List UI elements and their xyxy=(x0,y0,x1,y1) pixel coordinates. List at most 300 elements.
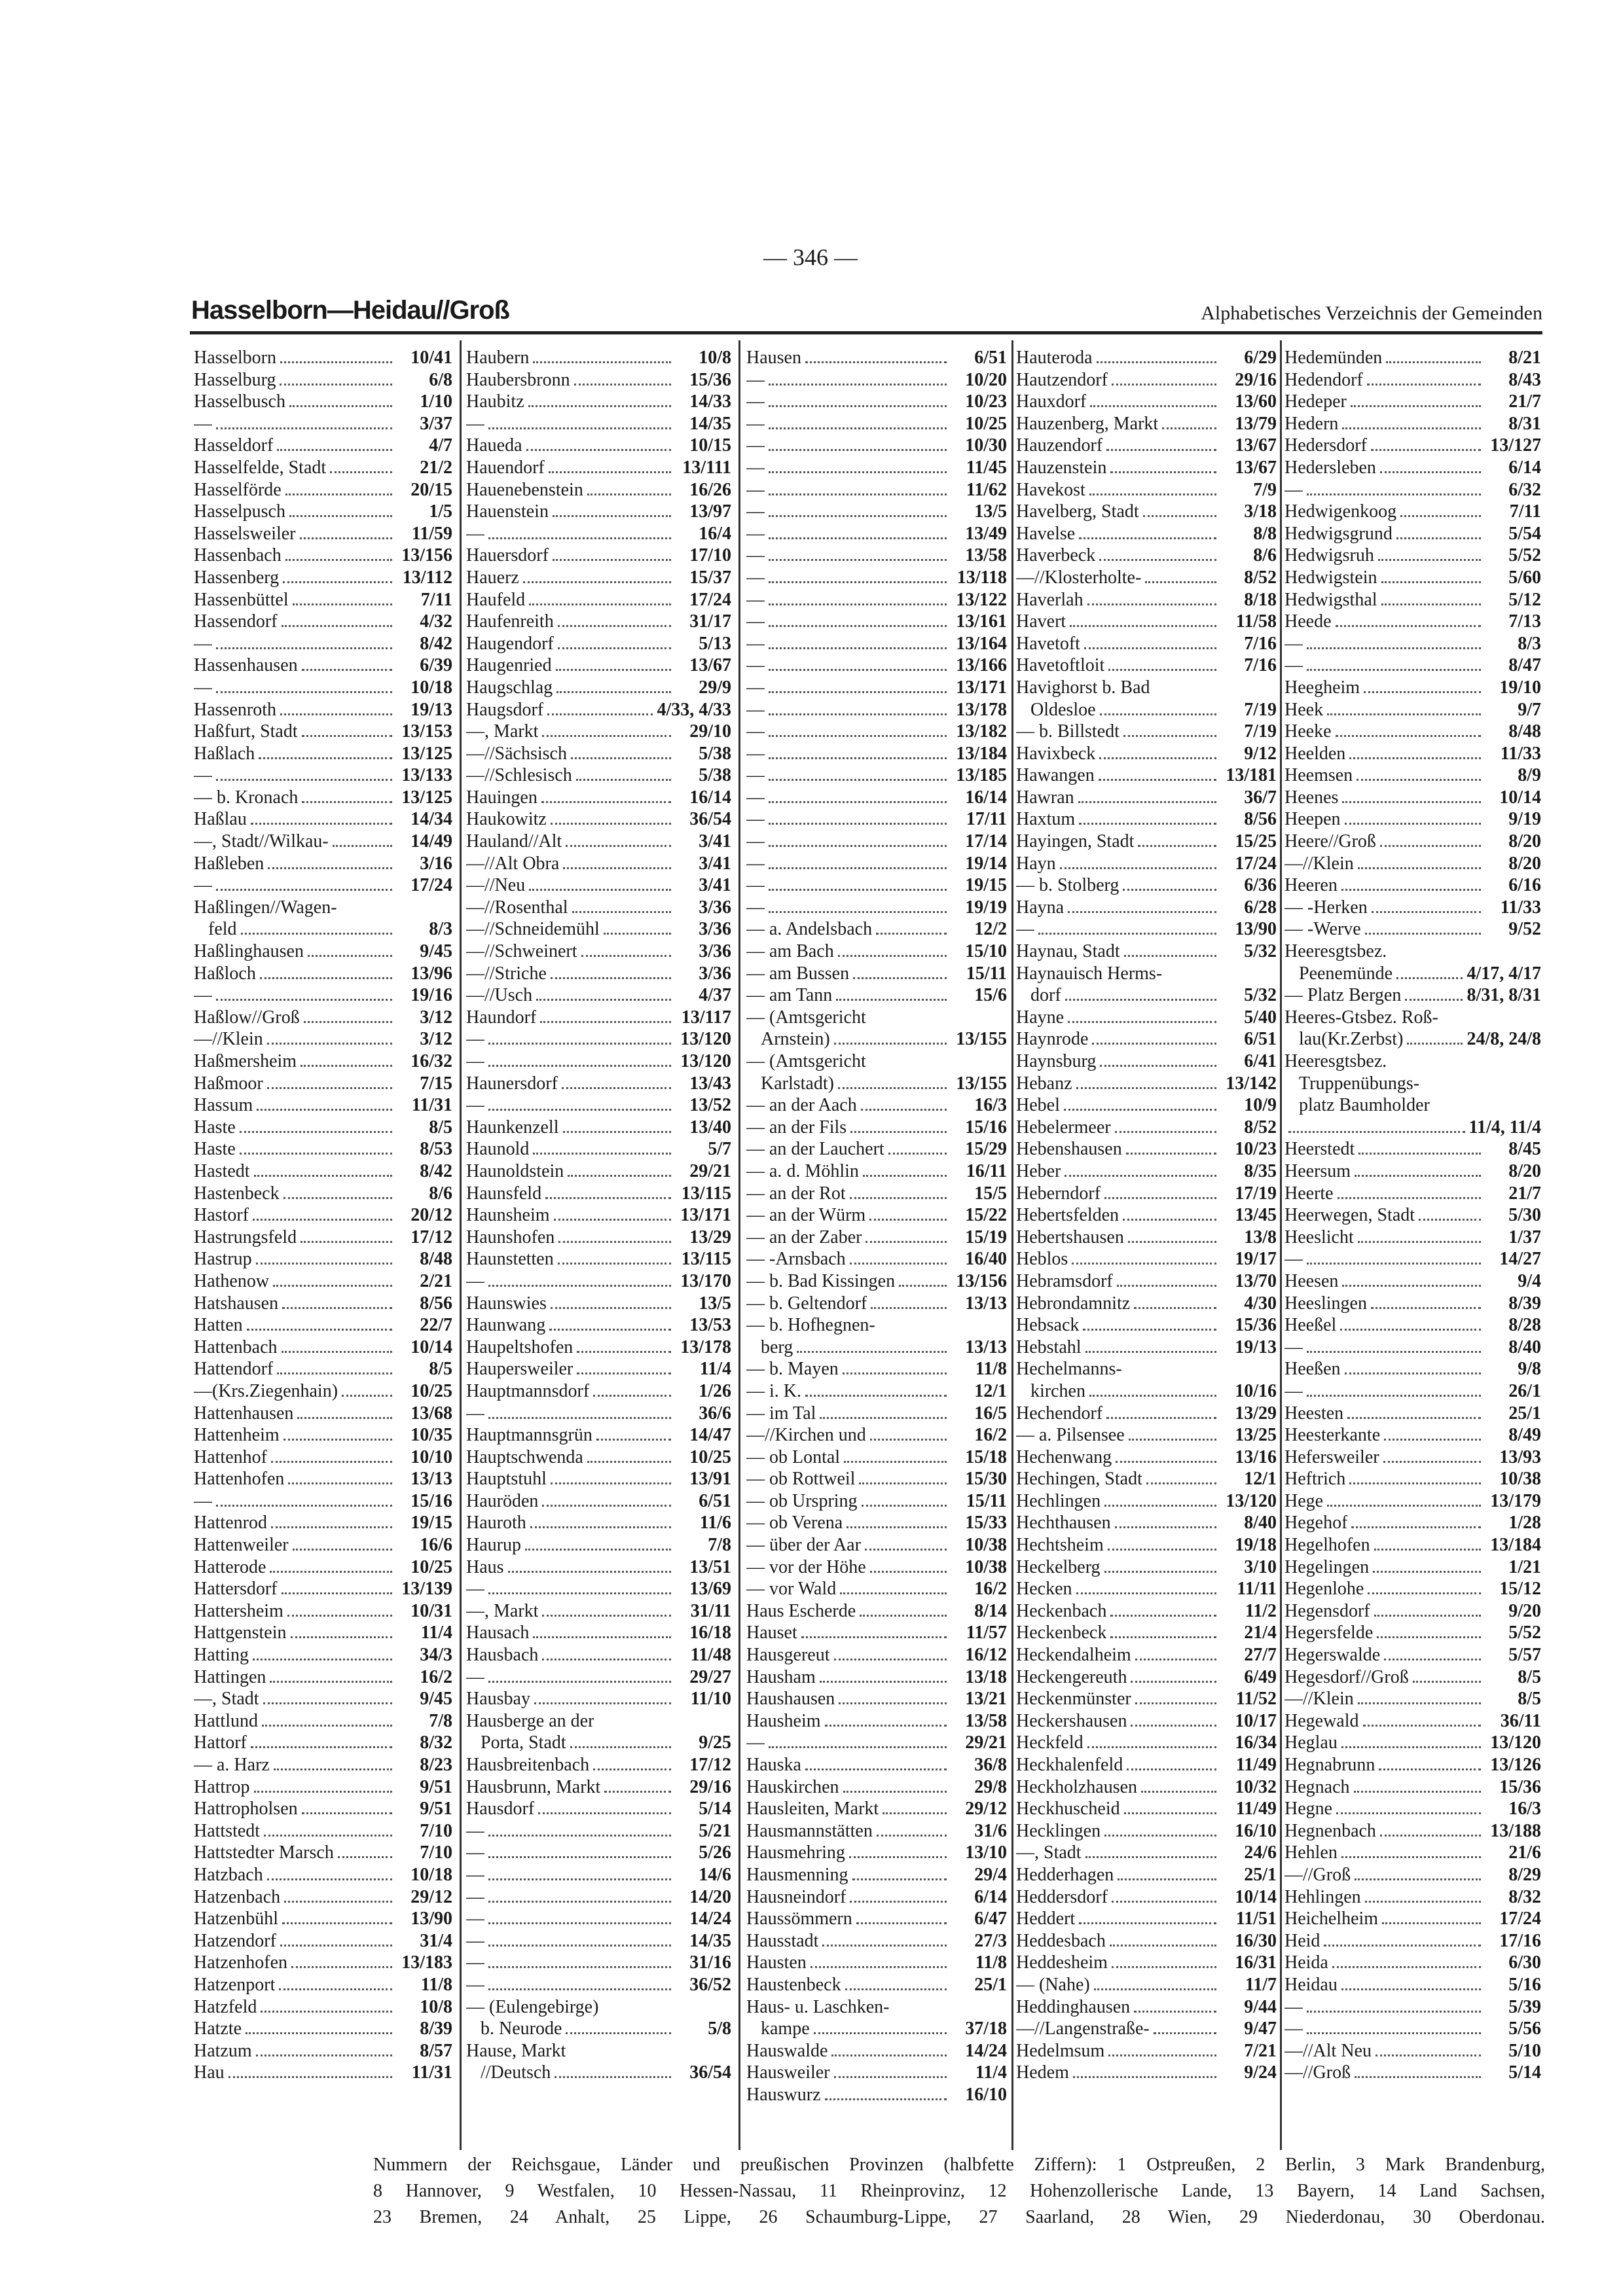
dot-leader xyxy=(1307,1395,1481,1397)
region-reference: 15/6 xyxy=(974,985,1007,1006)
place-name: Hausbach xyxy=(466,1645,539,1666)
index-entry xyxy=(1284,1160,1541,1183)
place-name: Hauset xyxy=(746,1623,797,1643)
index-entry xyxy=(746,1996,1007,2018)
dot-leader xyxy=(254,1175,392,1177)
place-name: — xyxy=(746,699,765,720)
dot-leader xyxy=(1100,1065,1216,1067)
index-entry xyxy=(194,918,452,941)
place-name: — xyxy=(746,765,765,786)
place-name: Hattenhofen xyxy=(194,1469,285,1490)
dot-leader xyxy=(1371,449,1481,451)
place-name: Hattenhof xyxy=(194,1446,267,1467)
index-entry xyxy=(194,1050,452,1073)
place-name: Haupeltshofen xyxy=(466,1336,574,1357)
index-entry xyxy=(1284,1974,1541,1996)
dot-leader xyxy=(563,1131,672,1133)
region-reference: 5/13 xyxy=(699,633,731,654)
index-entry xyxy=(1284,1820,1541,1842)
index-entry xyxy=(194,1227,452,1249)
index-entry xyxy=(746,1160,1007,1183)
dot-leader xyxy=(1357,779,1481,781)
region-reference: 7/9 xyxy=(1253,479,1277,500)
dot-leader xyxy=(1106,1417,1216,1419)
index-entry xyxy=(746,764,1007,787)
place-name: — xyxy=(466,1886,484,1907)
place-name: Hastedt xyxy=(194,1160,250,1181)
place-name: Hecklingen xyxy=(1016,1820,1101,1841)
dot-leader xyxy=(769,757,947,759)
dot-leader xyxy=(571,757,671,759)
place-name: Haushausen xyxy=(746,1689,835,1710)
dot-leader xyxy=(1327,1505,1481,1507)
place-name: Hatzte xyxy=(194,2018,242,2039)
place-name: Hauersdorf xyxy=(466,545,549,566)
index-entry xyxy=(194,1424,452,1446)
place-name: Heerwegen, Stadt xyxy=(1284,1205,1415,1226)
index-entry xyxy=(1284,808,1541,831)
index-entry xyxy=(1016,1446,1277,1469)
region-reference: 13/171 xyxy=(680,1205,731,1226)
region-reference: 11/49 xyxy=(1235,1755,1277,1775)
index-entry xyxy=(194,1666,452,1689)
dot-leader xyxy=(1332,1966,1481,1968)
place-name: Hebsack xyxy=(1016,1315,1080,1336)
place-name: Haufenreith xyxy=(466,611,554,632)
index-entry xyxy=(1016,1776,1277,1799)
dot-leader xyxy=(1064,1109,1216,1111)
index-entry xyxy=(1016,1336,1277,1359)
index-entry xyxy=(1284,984,1541,1007)
region-reference: 13/58 xyxy=(965,1710,1007,1731)
region-reference: 16/32 xyxy=(410,1051,452,1071)
index-entry xyxy=(466,1666,731,1689)
index-entry xyxy=(194,1314,452,1336)
place-name: Hattstedter Marsch xyxy=(194,1842,334,1863)
dot-leader xyxy=(850,1197,947,1199)
index-entry xyxy=(746,523,1007,545)
region-reference: 17/24 xyxy=(689,589,731,610)
place-name: — a. Harz xyxy=(194,1755,270,1775)
index-entry xyxy=(1284,1028,1541,1050)
index-entry xyxy=(1284,1578,1541,1600)
index-entry xyxy=(1016,1710,1277,1732)
place-name: Haßlingen//Wagen- xyxy=(194,897,337,918)
dot-leader xyxy=(1079,537,1216,539)
place-name: — xyxy=(1284,1249,1303,1270)
region-reference: 10/38 xyxy=(965,1556,1007,1577)
place-name: Hatzenport xyxy=(194,1974,276,1995)
region-reference: 10/25 xyxy=(689,1446,731,1467)
place-name: Heckershausen xyxy=(1016,1710,1127,1731)
place-name: Hege xyxy=(1284,1490,1324,1511)
dot-leader xyxy=(288,1482,392,1484)
region-reference: 5/52 xyxy=(1508,1623,1541,1643)
index-entry xyxy=(746,1842,1007,1864)
dot-leader xyxy=(523,581,671,583)
place-name: Heepen xyxy=(1284,809,1341,830)
dot-leader xyxy=(216,647,392,649)
index-entry xyxy=(194,1556,452,1579)
region-reference: 13/21 xyxy=(965,1689,1007,1710)
place-name: Heeslingen xyxy=(1284,1293,1367,1314)
dot-leader xyxy=(285,559,392,561)
index-entry xyxy=(1016,1732,1277,1754)
index-entry xyxy=(1016,567,1277,589)
index-entry xyxy=(1016,1820,1277,1842)
index-entry xyxy=(1016,918,1277,941)
region-reference: 13/178 xyxy=(680,1336,731,1357)
dot-leader xyxy=(282,1922,392,1924)
region-reference: 11/4 xyxy=(699,1359,731,1380)
index-entry xyxy=(466,1446,731,1469)
dot-leader xyxy=(596,1439,671,1441)
dot-leader xyxy=(1358,867,1481,869)
index-entry xyxy=(1284,721,1541,743)
index-entry xyxy=(746,2084,1007,2106)
index-entry xyxy=(1284,831,1541,853)
region-reference: 5/38 xyxy=(699,743,731,764)
region-reference: 8/5 xyxy=(1518,1689,1541,1710)
dot-leader xyxy=(300,537,392,539)
place-name: — xyxy=(194,413,212,434)
region-reference: 31/11 xyxy=(690,1600,731,1621)
dot-leader xyxy=(1327,713,1481,715)
region-reference: 13/25 xyxy=(1235,1425,1277,1446)
place-name: Hattingen xyxy=(194,1666,266,1687)
place-name: — b. Bad Kissingen xyxy=(746,1270,896,1291)
index-entry xyxy=(1016,1930,1277,1952)
region-reference: 5/56 xyxy=(1508,2018,1541,2039)
region-reference: 10/9 xyxy=(1244,1095,1277,1116)
dot-leader xyxy=(1131,1725,1216,1727)
region-reference: 7/21 xyxy=(1244,2040,1277,2061)
index-entry xyxy=(194,1930,452,1952)
region-reference: 13/91 xyxy=(689,1469,731,1490)
region-reference: 14/49 xyxy=(410,831,452,852)
index-entry xyxy=(194,984,452,1007)
region-reference: 13/70 xyxy=(1235,1270,1277,1291)
place-name: Haßleben xyxy=(194,853,264,874)
place-name: — xyxy=(466,1666,484,1687)
index-entry xyxy=(746,677,1007,699)
dot-leader xyxy=(568,1175,671,1177)
dot-leader xyxy=(1123,735,1216,737)
index-entry xyxy=(1284,1688,1541,1710)
index-entry xyxy=(746,1380,1007,1403)
dot-leader xyxy=(1112,384,1216,386)
place-name: Porta, Stadt xyxy=(481,1732,566,1753)
region-reference: 13/52 xyxy=(689,1095,731,1116)
index-entry xyxy=(1284,523,1541,545)
region-reference: 8/18 xyxy=(1244,589,1277,610)
region-reference: 27/7 xyxy=(1244,1645,1277,1666)
place-name: —, Stadt xyxy=(1016,1842,1082,1863)
region-reference: 4/7 xyxy=(429,435,452,456)
place-name: — xyxy=(1284,479,1303,500)
region-reference: 13/43 xyxy=(689,1073,731,1094)
place-name: Hedemünden xyxy=(1284,348,1383,368)
region-reference: 29/16 xyxy=(689,1776,731,1797)
index-entry xyxy=(1016,1358,1277,1380)
dot-leader xyxy=(1065,999,1216,1001)
place-name: Hegelingen xyxy=(1284,1556,1370,1577)
index-entry xyxy=(746,1490,1007,1513)
dot-leader xyxy=(259,757,392,759)
place-name: — an der Lauchert xyxy=(746,1139,884,1160)
dot-leader xyxy=(769,603,947,605)
index-entry xyxy=(1284,1270,1541,1293)
region-reference: 13/45 xyxy=(1235,1205,1277,1226)
dot-leader xyxy=(268,867,392,869)
place-name: — xyxy=(746,633,765,654)
region-reference: 16/31 xyxy=(1235,1952,1277,1973)
place-name: Heeres-Gtsbez. Roß- xyxy=(1284,1007,1438,1028)
dot-leader xyxy=(860,1615,947,1617)
dot-leader xyxy=(1386,361,1481,363)
index-entry xyxy=(746,589,1007,611)
dot-leader xyxy=(1099,757,1216,759)
index-entry xyxy=(1016,1138,1277,1160)
index-entry xyxy=(466,699,731,721)
place-name: — xyxy=(746,897,765,918)
index-entry xyxy=(1016,1248,1277,1270)
index-entry xyxy=(466,1314,731,1336)
index-entry xyxy=(194,743,452,765)
index-entry xyxy=(1016,941,1277,963)
index-entry xyxy=(1016,589,1277,611)
dot-leader xyxy=(488,1922,671,1924)
place-name: — xyxy=(746,501,765,522)
place-name: Hechtsheim xyxy=(1016,1535,1104,1556)
index-entry xyxy=(746,435,1007,457)
region-reference: 19/17 xyxy=(1235,1249,1277,1270)
region-reference: 5/14 xyxy=(1508,2062,1541,2083)
place-name: Hauswurz xyxy=(746,2084,821,2105)
region-reference: 13/90 xyxy=(410,1909,452,1929)
region-reference: 13/125 xyxy=(401,743,452,764)
index-entry xyxy=(1016,721,1277,743)
region-reference: 5/54 xyxy=(1508,523,1541,544)
place-name: — xyxy=(194,875,212,896)
index-entry xyxy=(1284,1117,1541,1139)
index-entry xyxy=(1284,1050,1541,1073)
place-name: Haßmersheim xyxy=(194,1051,297,1071)
index-entry xyxy=(1016,1754,1277,1776)
index-entry xyxy=(1284,2062,1541,2084)
index-entry xyxy=(746,347,1007,369)
region-reference: 6/8 xyxy=(429,369,452,390)
index-entry xyxy=(1016,1073,1277,1095)
region-reference: 8/57 xyxy=(420,2040,452,2061)
dot-leader xyxy=(1099,779,1216,781)
index-entry xyxy=(466,897,731,919)
place-name: — xyxy=(466,1579,484,1600)
index-entry xyxy=(1016,677,1277,699)
region-reference: 8/40 xyxy=(1244,1513,1277,1534)
index-entry xyxy=(466,1358,731,1380)
place-name: Hassenroth xyxy=(194,699,276,720)
region-reference: 11/58 xyxy=(1235,611,1277,632)
dot-leader xyxy=(883,1812,947,1814)
region-reference: 13/67 xyxy=(689,655,731,676)
place-name: Hasselborn xyxy=(194,348,276,368)
index-entry xyxy=(1284,1314,1541,1336)
region-reference: 13/8 xyxy=(1244,1227,1277,1247)
place-name: — xyxy=(746,721,765,742)
place-name: — xyxy=(746,479,765,500)
region-reference: 8/42 xyxy=(420,633,452,654)
place-name: — xyxy=(1284,1380,1303,1401)
place-name: kirchen xyxy=(1030,1380,1085,1401)
index-entry xyxy=(466,1183,731,1205)
index-entry xyxy=(1016,1996,1277,2018)
place-name: Hausmenning xyxy=(746,1864,848,1885)
dot-leader xyxy=(1065,1175,1216,1177)
region-reference: 10/32 xyxy=(1235,1776,1277,1797)
place-name: — xyxy=(466,523,484,544)
place-name: Hausweiler xyxy=(746,2062,830,2083)
index-entry xyxy=(1284,897,1541,919)
region-reference: 11/6 xyxy=(699,1513,731,1534)
dot-leader xyxy=(1381,581,1481,583)
dot-leader xyxy=(562,1087,671,1089)
place-name: Hedem xyxy=(1016,2062,1069,2083)
place-name: feld xyxy=(208,919,237,940)
place-name: — xyxy=(1016,919,1034,940)
dot-leader xyxy=(488,1835,671,1837)
index-entry xyxy=(1284,369,1541,391)
place-name: — (Nahe) xyxy=(1016,1974,1090,1995)
region-reference: 3/36 xyxy=(699,963,731,984)
index-entry xyxy=(1016,479,1277,501)
dot-leader xyxy=(556,691,671,693)
place-name: Hattrop xyxy=(194,1776,250,1797)
place-name: Havekost xyxy=(1016,479,1085,500)
place-name: Hauzenberg, Markt xyxy=(1016,413,1159,434)
place-name: — xyxy=(194,765,212,786)
place-name: — über der Aar xyxy=(746,1535,861,1556)
region-reference: 13/188 xyxy=(1490,1820,1541,1841)
place-name: Haugsdorf xyxy=(466,699,544,720)
index-entry xyxy=(194,1688,452,1710)
place-name: Haunwang xyxy=(466,1315,546,1336)
place-name: — b. Mayen xyxy=(746,1359,839,1380)
region-reference: 5/30 xyxy=(1508,1205,1541,1226)
place-name: Havixbeck xyxy=(1016,743,1096,764)
place-name: —(Krs.Ziegenhain) xyxy=(194,1380,338,1401)
index-entry xyxy=(466,1468,731,1490)
place-name: Heerstedt xyxy=(1284,1139,1355,1160)
dot-leader xyxy=(283,1197,392,1199)
place-name: Hastenbeck xyxy=(194,1183,280,1204)
index-entry xyxy=(1016,984,1277,1007)
region-reference: 7/19 xyxy=(1244,699,1277,720)
place-name: Heida xyxy=(1284,1952,1328,1973)
index-entry xyxy=(194,897,452,919)
place-name: Haubersbronn xyxy=(466,369,570,390)
place-name: Hassenberg xyxy=(194,567,280,588)
index-entry xyxy=(1284,633,1541,655)
dot-leader xyxy=(844,1461,947,1463)
region-reference: 29/21 xyxy=(689,1160,731,1181)
dot-leader xyxy=(577,1372,671,1374)
dot-leader xyxy=(877,1835,947,1837)
dot-leader xyxy=(1124,1812,1216,1814)
index-entry xyxy=(466,1007,731,1029)
region-reference: 16/18 xyxy=(689,1623,731,1643)
place-name: Hauerz xyxy=(466,567,519,588)
region-reference: 13/29 xyxy=(1235,1403,1277,1424)
dot-leader xyxy=(488,1901,671,1903)
dot-leader xyxy=(1345,823,1481,825)
dot-leader xyxy=(1341,889,1481,891)
place-name: Hegehof xyxy=(1284,1513,1348,1534)
dot-leader xyxy=(1342,427,1481,429)
dot-leader xyxy=(488,1945,671,1946)
index-entry xyxy=(1284,2018,1541,2040)
place-name: Heddesheim xyxy=(1016,1952,1108,1973)
region-reference: 13/68 xyxy=(410,1403,452,1424)
place-name: Oldesloe xyxy=(1030,699,1096,720)
place-name: — xyxy=(466,1909,484,1929)
place-name: — xyxy=(466,1842,484,1863)
place-name: — xyxy=(746,853,765,874)
region-reference: 6/51 xyxy=(699,1490,731,1511)
region-reference: 13/166 xyxy=(956,655,1007,676)
place-name: Hebstahl xyxy=(1016,1336,1082,1357)
running-head: Hasselborn—Heidau//Groß xyxy=(191,296,509,325)
dot-leader xyxy=(1145,581,1216,583)
dot-leader xyxy=(301,1241,392,1243)
place-name: Hauptschwenda xyxy=(466,1446,583,1467)
dot-leader xyxy=(1384,1439,1481,1441)
region-reference: 19/18 xyxy=(1235,1535,1277,1556)
region-reference: 8/23 xyxy=(420,1755,452,1775)
index-column-1 xyxy=(194,347,452,2144)
index-entry xyxy=(1284,1293,1541,1315)
dot-leader xyxy=(769,823,947,825)
place-name: Hauxdorf xyxy=(1016,391,1087,412)
dot-leader xyxy=(1347,1417,1481,1419)
index-entry xyxy=(746,1688,1007,1710)
dot-leader xyxy=(301,1065,392,1067)
place-name: — (Amtsgericht xyxy=(746,1051,866,1071)
dot-leader xyxy=(1129,1439,1216,1441)
index-entry xyxy=(1284,699,1541,721)
region-reference: 8/6 xyxy=(429,1183,452,1204)
index-entry xyxy=(466,1930,731,1952)
dot-leader xyxy=(1076,1087,1216,1089)
dot-leader xyxy=(1104,1197,1216,1199)
place-name: Hedwigstein xyxy=(1284,567,1377,588)
index-entry xyxy=(1016,523,1277,545)
dot-leader xyxy=(488,1988,671,1990)
index-entry xyxy=(1284,1468,1541,1490)
index-entry xyxy=(194,1403,452,1425)
index-entry xyxy=(746,1468,1007,1490)
index-entry xyxy=(466,1073,731,1095)
place-name: —//Klein xyxy=(194,1029,263,1050)
dot-leader xyxy=(536,999,671,1001)
region-reference: 36/11 xyxy=(1500,1710,1541,1731)
place-name: Haupersweiler xyxy=(466,1359,574,1380)
dot-leader xyxy=(1087,603,1216,605)
index-entry xyxy=(466,764,731,787)
index-entry xyxy=(746,479,1007,501)
region-reference: 13/53 xyxy=(689,1315,731,1336)
index-entry xyxy=(466,1424,731,1446)
